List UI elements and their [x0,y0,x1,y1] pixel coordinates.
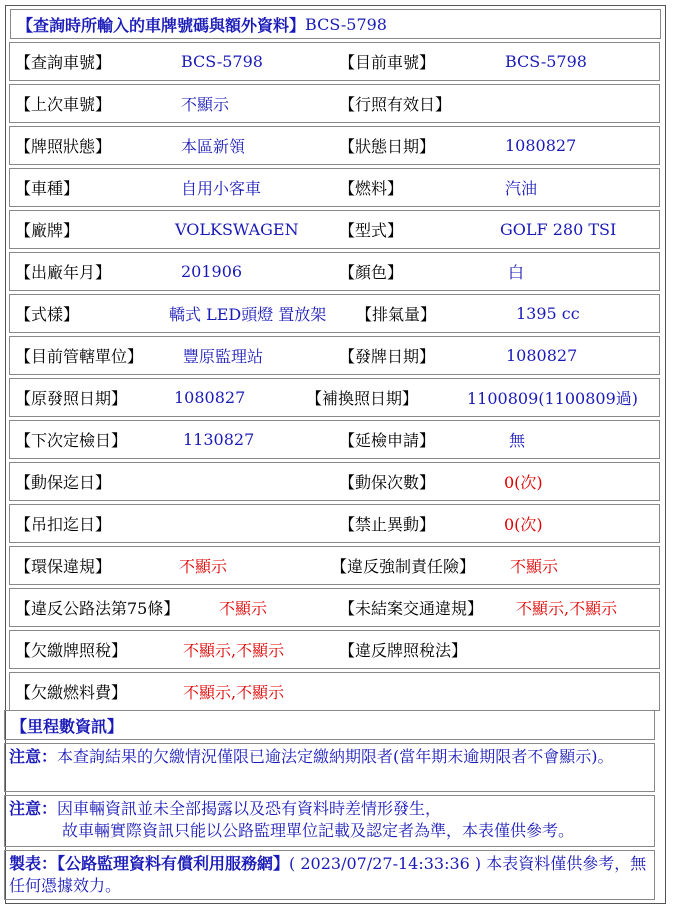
mileage-title: 【里程數資訊】 [11,716,124,736]
header-plate: BCS-5798 [305,14,387,34]
note-disclaimer [4,795,655,847]
field-label: 【下次定檢日】 [15,431,128,450]
note-disclaimer-line1: 因車輛資訊並未全部揭露以及恐有資料時差情形發生， [57,799,442,818]
field-label: 【吊扣迄日】 [15,515,112,534]
field-value: VOLKSWAGEN [175,220,299,239]
note-arrears [4,743,655,792]
field-value: BCS-5798 [505,52,587,71]
field-value: 1080827 [505,136,577,155]
field-value: 無 [509,431,526,450]
field-label: 【出廠年月】 [15,263,112,282]
footer-key: 製表： [9,854,58,873]
field-label: 【發牌日期】 [339,347,436,366]
note-disclaimer-key: 注意： [9,799,58,818]
field-label: 【顏色】 [339,263,404,282]
field-label: 【違反公路法第75條】 [15,599,180,618]
table-row [9,588,660,627]
field-value: 本區新領 [181,137,246,156]
mileage-row [4,710,655,740]
table-row [9,126,660,165]
table-row [9,42,660,81]
field-label: 【排氣量】 [356,305,437,324]
field-value: 不顯示 [179,557,228,576]
table-row [9,504,660,543]
table-row [9,462,660,501]
field-label: 【上次車號】 [15,95,112,114]
field-label: 【未結案交通違規】 [339,599,484,618]
field-value: 不顯示 [181,95,230,114]
field-label: 【違反強制責任險】 [331,557,476,576]
table-row [9,294,660,333]
note-disclaimer-line2: 故車輛實際資訊只能以公路監理單位記載及認定者為準，本表僅供參考。 [62,821,575,840]
field-label: 【目前管轄單位】 [15,347,144,366]
field-value: GOLF 280 TSI [500,220,617,239]
field-label: 【式樣】 [15,305,80,324]
field-label: 【補換照日期】 [306,389,419,408]
table-row [9,210,660,249]
field-value: 不顯示,不顯示 [183,683,285,702]
table-row [9,252,660,291]
field-label: 【廠牌】 [15,221,80,240]
field-label: 【狀態日期】 [339,137,436,156]
field-value: 1100809(1100809過) [467,389,639,408]
field-label: 【查詢車號】 [15,53,112,72]
field-value: 自用小客車 [181,179,262,198]
field-label: 【禁止異動】 [339,515,436,534]
note-arrears-text: 本查詢結果的欠繳情況僅限已逾法定繳納期限者(當年期末逾期限者不會顯示)。 [57,747,614,766]
field-label: 【環保違規】 [15,557,112,576]
note-arrears-key: 注意： [9,747,58,766]
field-value: 1395 cc [516,304,580,323]
field-value: 1080827 [174,388,246,407]
field-label: 【延檢申請】 [339,431,436,450]
field-label: 【車種】 [15,179,80,198]
field-value: 0(次) [504,515,543,534]
field-label: 【動保次數】 [339,473,436,492]
field-value: 不顯示,不顯示 [183,641,285,660]
field-value: 1080827 [506,346,578,365]
field-value: 汽油 [505,179,538,198]
field-value: 不顯示 [510,557,559,576]
table-row [9,420,660,459]
table-row [9,672,660,711]
field-value: 1130827 [183,430,255,449]
field-value: 0(次) [504,473,543,492]
field-value: 201906 [181,262,243,281]
field-label: 【違反牌照稅法】 [339,641,468,660]
field-value: 豐原監理站 [183,347,264,366]
field-label: 【原發照日期】 [15,389,128,408]
table-row [9,546,660,585]
field-value: 不顯示,不顯示 [516,599,618,618]
footer-note [4,850,655,900]
field-label: 【行照有效日】 [339,95,452,114]
table-row [9,168,660,207]
field-label: 【型式】 [339,221,404,240]
table-row [9,630,660,669]
field-value: BCS-5798 [181,52,263,71]
table-row [9,84,660,123]
field-value: 白 [508,263,525,282]
field-label: 【欠繳牌照稅】 [15,641,128,660]
field-value: 轎式 LED頭燈 置放架 [169,305,327,324]
field-label: 【燃料】 [339,179,404,198]
field-label: 【欠繳燃料費】 [15,683,128,702]
header-row [10,9,661,39]
footer-source: 【公路監理資料有償利用服務網】 [57,854,290,873]
field-label: 【動保迄日】 [15,473,112,492]
header-title: 【查詢時所輸入的車牌號碼與額外資料】 [17,15,306,35]
field-label: 【牌照狀態】 [15,137,112,156]
field-label: 【目前車號】 [339,53,436,72]
table-row [9,336,660,375]
field-value: 不顯示 [219,599,268,618]
table-row [9,378,660,417]
footer-text: ( 2023/07/27-14:33:36 ) 本表資料僅供參考，無任何憑據效力。 [9,854,647,895]
